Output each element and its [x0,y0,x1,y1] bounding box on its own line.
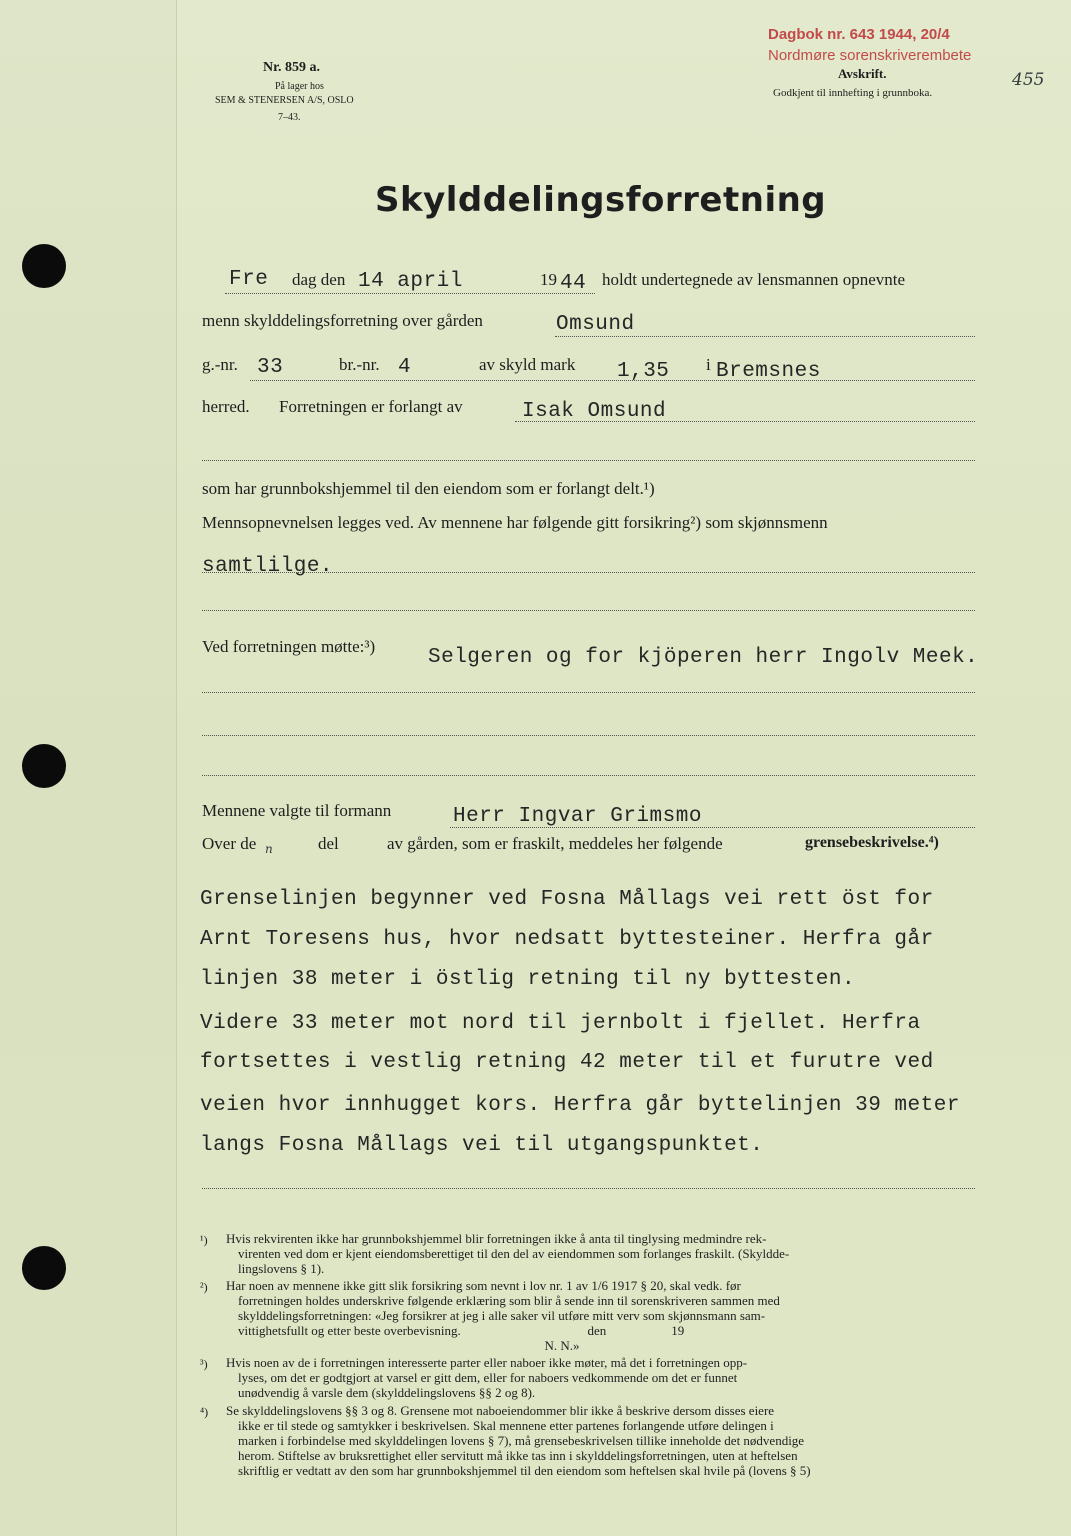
footnote-line: skylddelingsforretningen: «Jeg forsikrer at jeg i alle saker vil utføre mitt verv som skjønnsmann sam- [238,1308,766,1323]
fill-line [202,610,975,611]
grense-text-bold: grensebeskrivelse.⁴) [805,834,939,851]
herred-value: Bremsnes [716,360,821,383]
description-line: Grenselinjen begynner ved Fosna Mållags vei rett öst for [200,888,934,911]
requested-label: Forretningen er forlangt av [279,397,463,416]
i-label: i [706,355,711,374]
date-value: 14 april [358,270,463,293]
formann-label: Mennene valgte til formann [202,801,392,820]
farm-value: Omsund [556,313,635,336]
brnr-value: 4 [398,356,412,379]
description-line: veien hvor innhugget kors. Herfra går byttelinjen 39 meter [200,1094,960,1117]
footnote-mark: ⁴) [200,1405,209,1419]
fill-line [202,775,975,776]
punch-hole [22,744,66,788]
footnote-mark: ²) [200,1280,208,1294]
form-text: holdt undertegnede av lensmannen opnevnte [602,270,906,289]
footnote-line: virenten ved dom er kjent eiendomsberettiget til den del av eiendommen som forlanges fraskilt. (Skyldde- [238,1246,790,1261]
fill-line [250,380,975,381]
herred-label: herred. [202,397,250,416]
footnote-line: herom. Stiftelse av bruksrettighet eller servitutt må ikke tas inn i skylddelingsforretningen, uten at heftelsen [238,1448,798,1463]
footnote-line: lyses, om det er godtgjort at varsel er gitt dem, eller for naboers vedkommende om det er funnet [238,1370,738,1385]
document-title: Skylddelingsforretning [375,180,827,220]
footnote-line: forretningen holdes underskrive følgende erklæring som blir å sende inn til sorenskriveren sammen med [238,1293,780,1308]
footnote-3 [226,1355,971,1400]
skyld-label: av skyld mark [479,355,576,374]
avskrift-label: Avskrift. [838,66,887,81]
footnote-line: ikke er til stede og samtykker i beskrivelsen. Skal mennene etter partenes forlangende utføre delingen i [238,1418,774,1433]
page-number: 455 [1012,70,1045,90]
fill-line [202,735,975,736]
dag-den-label: dag den [292,270,346,289]
formann-value: Herr Ingvar Grimsmo [453,805,702,828]
skyld-value: 1,35 [617,360,670,383]
motte-value: Selgeren og for kjöperen herr Ingolv Meek. [428,646,979,669]
footnote-line: Har noen av mennene ikke gitt slik forsikring som nevnt i lov nr. 1 av 1/6 1917 § 20, skal vedk. før [226,1278,741,1293]
footnote-4 [226,1403,971,1478]
forsikring-value: samtlilge. [202,555,334,578]
footnote-line: Hvis noen av de i forretningen interesserte parter eller naboer ikke møter, må det i forretningen opp- [226,1355,748,1370]
form-text: som har grunnbokshjemmel til den eiendom som er forlangt delt.¹) [202,479,655,498]
footnote-line: Hvis rekvirenten ikke har grunnbokshjemmel blir forretningen ikke å anta til tinglysing medmindre rek- [226,1231,767,1246]
publisher-line: På lager hos [275,81,324,92]
year-suffix: 44 [560,272,587,295]
form-text: Mennsopnevnelsen legges ved. Av mennene har følgende gitt forsikring²) som skjønnsmenn [202,513,828,532]
gnr-label: g.-nr. [202,355,238,374]
year-prefix: 19 [540,270,557,289]
grense-text: av gården, som er fraskilt, meddeles her følgende [387,834,723,853]
footnote-line: N. N.» [226,1338,580,1353]
dagbok-stamp: Dagbok nr. 643 1944, 20/4 [768,26,950,43]
description-line: Videre 33 meter mot nord til jernbolt i fjellet. Herfra [200,1012,921,1035]
fill-line [202,1188,975,1189]
motte-label: Ved forretningen møtte:³) [202,637,376,656]
footnote-line: skriftlig er vedtatt av den som har grunnbokshjemmel til den eiendom som heftelsen skal hvile på (lovens § 5) [238,1463,811,1478]
description-line: fortsettes i vestlig retning 42 meter til et furutre ved [200,1051,934,1074]
godkjent-label: Godkjent til innhefting i grunnboka. [773,87,933,99]
footnote-line: vittighetsfullt og etter beste overbevisning. den 19 [238,1323,685,1338]
weekday-value: Fre [229,268,269,291]
footnote-2 [226,1278,971,1353]
over-hand: n [265,842,273,856]
footnote-1 [226,1231,971,1276]
fill-line [202,692,975,693]
gnr-value: 33 [257,356,284,379]
description-line: linjen 38 meter i östlig retning til ny byttesten. [200,968,856,991]
over-label: Over de [202,834,257,853]
form-number: Nr. 859 a. [263,60,321,75]
fill-line [202,460,975,461]
footnote-line: marken i forbindelse med skylddelingen lovens § 7), må grensebeskrivelsen tillike inneholde det nødvendige [238,1433,805,1448]
footnote-mark: ¹) [200,1233,208,1247]
form-text: menn skylddelingsforretning over gården [202,311,483,330]
publisher-line: SEM & STENERSEN A/S, OSLO [215,95,354,106]
fill-line [225,293,595,294]
fill-line [450,827,975,828]
fill-line [515,421,975,422]
del-label: del [318,834,339,853]
punch-hole [22,244,66,288]
office-stamp: Nordmøre sorenskriverembete [768,47,972,64]
footnote-line: lingslovens § 1). [238,1261,325,1276]
description-line: langs Fosna Mållags vei til utgangspunktet. [200,1134,764,1157]
footnote-line: unødvendig å varsle dem (skylddelingslovens §§ 2 og 8). [238,1385,536,1400]
punch-hole [22,1246,66,1290]
footnote-line: Se skylddelingslovens §§ 3 og 8. Grensene mot naboeiendommer blir ikke å beskrive dersom disses eiere [226,1403,775,1418]
fill-line [202,572,975,573]
fill-line [555,336,975,337]
description-line: Arnt Toresens hus, hvor nedsatt byttesteiner. Herfra går [200,928,934,951]
publisher-line: 7–43. [278,112,301,123]
brnr-label: br.-nr. [339,355,380,374]
requested-by-value: Isak Omsund [522,400,667,423]
footnote-mark: ³) [200,1357,208,1371]
